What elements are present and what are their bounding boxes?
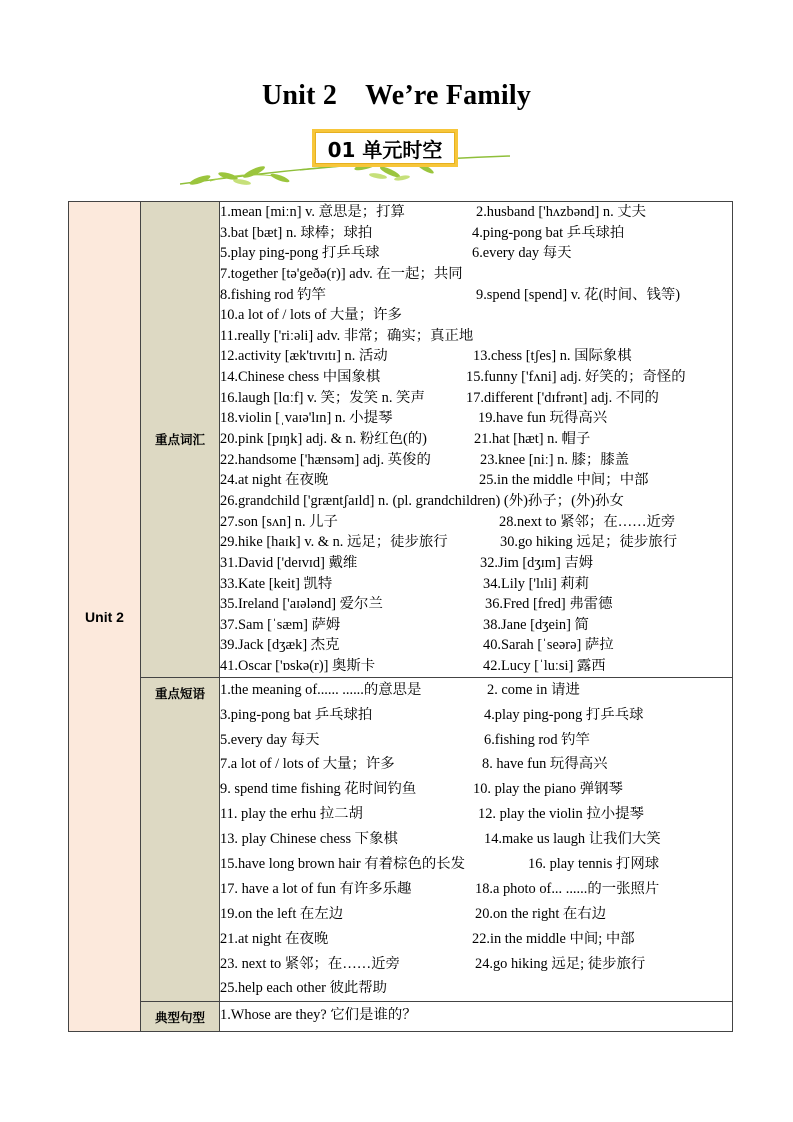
entry-right: 8. have fun 玩得高兴	[482, 756, 608, 773]
entry-right: 21.hat [hæt] n. 帽子	[474, 431, 591, 448]
list-item	[220, 285, 732, 306]
list-item	[220, 952, 732, 977]
entry-left: 24.at night 在夜晚	[220, 472, 329, 489]
entry-left: 10.a lot of / lots of 大量；许多	[220, 307, 402, 324]
entry-left: 5.every day 每天	[220, 731, 320, 748]
entry-left: 11. play the erhu 拉二胡	[220, 806, 363, 823]
unit-cell: Unit 2	[69, 202, 141, 1032]
entry-left: 31.David ['deɪvɪd] 戴维	[220, 554, 358, 571]
entry-left: 1.Whose are they? 它们是谁的？	[220, 1007, 417, 1024]
entry-left: 33.Kate [keit] 凯特	[220, 575, 333, 592]
page-title	[0, 80, 793, 112]
entry-left: 7.a lot of / lots of 大量；许多	[220, 756, 395, 773]
list-item	[220, 532, 732, 553]
entry-left: 5.play ping-pong 打乒乓球	[220, 245, 380, 262]
list-item	[220, 574, 732, 595]
list-item	[220, 594, 732, 615]
list-item	[220, 553, 732, 574]
entry-right: 34.Lily ['lɪli] 莉莉	[483, 575, 590, 592]
entry-right: 36.Fred [fred] 弗雷德	[485, 596, 613, 613]
entry-left: 37.Sam [ˈsæm] 萨姆	[220, 616, 341, 633]
list-item	[220, 852, 732, 877]
entry-right: 20.on the right 在右边	[475, 905, 607, 922]
list-item	[220, 408, 732, 429]
entry-right: 40.Sarah [ˈseərə] 萨拉	[483, 637, 614, 654]
list-item	[220, 902, 732, 927]
list-item	[220, 615, 732, 636]
entry-right: 24.go hiking 远足; 徒步旅行	[475, 955, 646, 972]
list-item	[220, 346, 732, 367]
entry-right: 32.Jim [dʒɪm] 吉姆	[480, 554, 594, 571]
list-item	[220, 367, 732, 388]
list-item	[220, 512, 732, 533]
entry-right: 42.Lucy [ˈluːsi] 露西	[483, 658, 606, 675]
entry-left: 35.Ireland ['aɪələnd] 爱尔兰	[220, 596, 383, 613]
list-item	[220, 1005, 732, 1026]
entry-right: 4.play ping-pong 打乒乓球	[484, 706, 644, 723]
entry-left: 23. next to 紧邻；在……近旁	[220, 955, 400, 972]
entry-right: 15.funny ['fʌni] adj. 好笑的；奇怪的	[466, 369, 686, 386]
list-item	[220, 388, 732, 409]
entry-left: 41.Oscar ['ɒskə(r)] 奥斯卡	[220, 658, 376, 675]
phrase-content	[220, 677, 733, 1002]
list-item	[220, 264, 732, 285]
entry-right: 9.spend [spend] v. 花(时间、钱等)	[476, 286, 681, 303]
list-item	[220, 678, 732, 703]
entry-left: 16.laugh [lɑːf] v. 笑；发笑 n. 笑声	[220, 389, 425, 406]
entry-left: 15.have long brown hair 有着棕色的长发	[220, 855, 466, 872]
entry-right: 25.in the middle 中间；中部	[479, 472, 649, 489]
badge-label: 01 单元时空	[315, 132, 455, 164]
list-item	[220, 450, 732, 471]
list-item	[220, 877, 732, 902]
entry-right: 30.go hiking 远足；徒步旅行	[500, 534, 678, 551]
entry-right: 12. play the violin 拉小提琴	[478, 806, 644, 823]
section-badge	[300, 126, 510, 188]
entry-right: 22.in the middle 中间; 中部	[472, 930, 635, 947]
entry-right: 38.Jane [dʒein] 简	[483, 616, 589, 633]
entry-left: 29.hike [haɪk] v. & n. 远足；徒步旅行	[220, 534, 448, 551]
entry-left: 17. have a lot of fun 有许多乐趣	[220, 880, 412, 897]
entry-right: 28.next to 紧邻；在……近旁	[499, 513, 676, 530]
entry-left: 19.on the left 在左边	[220, 905, 344, 922]
entry-right: 4.ping-pong bat 乒乓球拍	[472, 224, 625, 241]
entry-left: 9. spend time fishing 花时间钓鱼	[220, 781, 417, 798]
title-unit: Unit 2	[261, 80, 338, 111]
entry-left: 21.at night 在夜晚	[220, 930, 329, 947]
entry-right: 18.a photo of... ......的一张照片	[475, 880, 660, 897]
entry-right: 6.every day 每天	[472, 245, 572, 262]
entry-left: 27.son [sʌn] n. 儿子	[220, 513, 338, 530]
list-item	[220, 728, 732, 753]
list-item	[220, 243, 732, 264]
list-item	[220, 470, 732, 491]
list-item	[220, 777, 732, 802]
entry-right: 10. play the piano 弹钢琴	[473, 781, 623, 798]
list-item	[220, 305, 732, 326]
entry-right: 14.make us laugh 让我们大笑	[484, 831, 661, 848]
entry-left: 11.really ['riːəli] adv. 非常；确实；真正地	[220, 327, 474, 344]
entry-right: 23.knee [niː] n. 膝；膝盖	[480, 451, 630, 468]
vocab-category-label: 重点词汇	[141, 202, 220, 678]
entry-left: 20.pink [pɪŋk] adj. & n. 粉红色(的)	[220, 431, 427, 448]
badge-frame	[312, 129, 458, 167]
entry-left: 39.Jack [dʒæk] 杰克	[220, 637, 340, 654]
sentence-content	[220, 1002, 733, 1032]
entry-right: 6.fishing rod 钓竿	[484, 731, 590, 748]
list-item	[220, 491, 732, 512]
entry-left: 26.grandchild ['græntʃaɪld] n. (pl. grandchildren) (外)孙子；(外)孙女	[220, 492, 624, 509]
entry-right: 2.husband ['hʌzbənd] n. 丈夫	[476, 204, 647, 220]
entry-right: 16. play tennis 打网球	[528, 855, 660, 872]
summary-table	[68, 201, 733, 1032]
entry-left: 1.mean [miːn] v. 意思是；打算	[220, 204, 405, 220]
entry-right: 2. come in 请进	[487, 681, 580, 698]
list-item	[220, 656, 732, 677]
list-item	[220, 429, 732, 450]
list-item	[220, 752, 732, 777]
entry-left: 25.help each other 彼此帮助	[220, 980, 388, 997]
entry-left: 3.bat [bæt] n. 球棒；球拍	[220, 224, 373, 241]
title-name: We’re Family	[365, 80, 532, 111]
list-item	[220, 326, 732, 347]
entry-left: 13. play Chinese chess 下象棋	[220, 831, 398, 848]
sentence-category-label: 典型句型	[141, 1002, 220, 1032]
list-item	[220, 635, 732, 656]
list-item	[220, 802, 732, 827]
entry-left: 12.activity [æk'tɪvɪtɪ] n. 活动	[220, 348, 388, 365]
entry-right: 17.different ['dɪfrənt] adj. 不同的	[466, 389, 659, 406]
phrase-category-label: 重点短语	[141, 677, 220, 1002]
entry-right: 13.chess [tʃes] n. 国际象棋	[473, 348, 632, 365]
entry-left: 22.handsome ['hænsəm] adj. 英俊的	[220, 451, 431, 468]
list-item	[220, 927, 732, 952]
entry-left: 3.ping-pong bat 乒乓球拍	[220, 706, 373, 723]
list-item	[220, 976, 732, 1001]
vocab-content	[220, 202, 733, 678]
entry-left: 14.Chinese chess 中国象棋	[220, 369, 381, 386]
list-item	[220, 223, 732, 244]
list-item	[220, 827, 732, 852]
list-item	[220, 703, 732, 728]
entry-left: 18.violin [ˌvaɪə'lɪn] n. 小提琴	[220, 410, 393, 427]
entry-left: 8.fishing rod 钓竿	[220, 286, 326, 303]
entry-left: 1.the meaning of...... ......的意思是	[220, 681, 422, 698]
list-item	[220, 202, 732, 223]
entry-right: 19.have fun 玩得高兴	[478, 410, 608, 427]
entry-left: 7.together [tə'geðə(r)] adv. 在一起；共同	[220, 265, 463, 282]
